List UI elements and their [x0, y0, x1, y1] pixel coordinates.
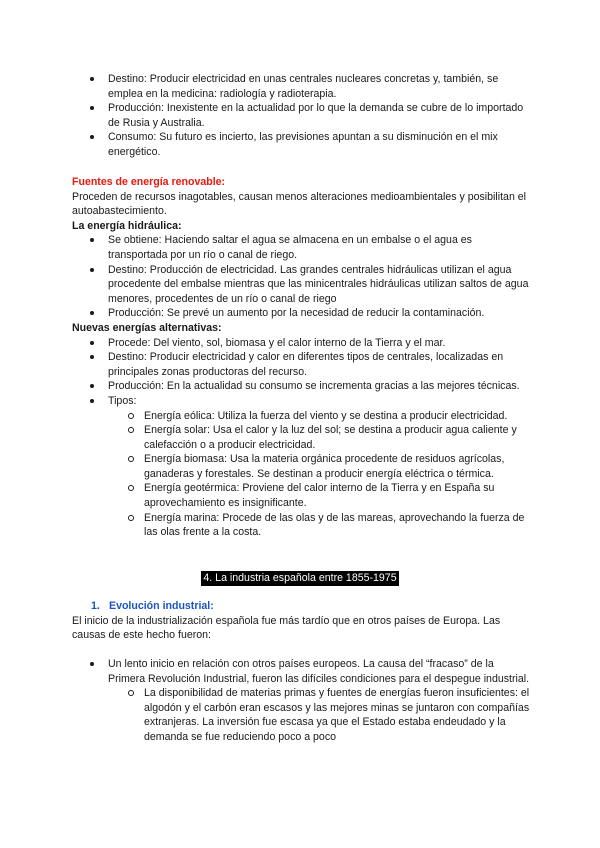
list-item: Producción: Inexistente en la actualidad por lo que la demanda se cubre de lo importado de Rusia y Australia.: [0, 101, 600, 130]
causes-list: [0, 657, 600, 745]
alternative-bullet-list: [0, 336, 600, 409]
list-item: Procede: Del viento, sol, biomasa y el calor interno de la Tierra y el mar.: [0, 336, 600, 351]
hydraulic-heading: La energía hidráulica:: [72, 219, 182, 232]
evolution-heading: [0, 599, 600, 614]
list-item: Se obtiene: Haciendo saltar el agua se almacena en un embalse o el agua es transportada por un río o canal de riego.: [0, 233, 600, 262]
sub-list-item: Energía eólica: Utiliza la fuerza del viento y se destina a producir electricidad.: [0, 409, 600, 424]
list-item: Producción: En la actualidad su consumo se incrementa gracias a las mejores técnicas.: [0, 379, 600, 394]
hydraulic-bullet-list: [0, 233, 600, 321]
sub-list-item: Energía geotérmica: Proviene del calor interno de la Tierra y en España su aprovechamiento es insignificante.: [0, 481, 600, 510]
list-item: Destino: Producir electricidad y calor en diferentes tipos de centrales, localizadas en principales zonas productoras del recurso.: [0, 350, 600, 379]
list-item: Consumo: Su futuro es incierto, las previsiones apuntan a su disminución en el mix energético.: [0, 130, 600, 159]
section-title-row: [0, 571, 600, 586]
renewable-section: [0, 175, 600, 540]
sub-list-item: Energía biomasa: Usa la materia orgánica procedente de residuos agrícolas, ganaderas y forestales. Se destinan a producir energía eléctrica o térmica.: [0, 452, 600, 481]
list-item: Un lento inicio en relación con otros países europeos. La causa del “fracaso” de la Primera Revolución Industrial, fueron las difíciles condiciones para el despegue industrial.: [0, 657, 600, 686]
evolution-number: 1.: [91, 600, 100, 612]
list-item: Destino: Producir electricidad en unas centrales nucleares concretas y, también, se emplea en la medicina: radiología y radioterapia.: [0, 72, 600, 101]
sub-list-item: Energía solar: Usa el calor y la luz del sol; se destina a producir agua caliente y calefacción o a producir electricidad.: [0, 423, 600, 452]
list-item: Producción: Se prevé un aumento por la necesidad de reducir la contaminación.: [0, 306, 600, 321]
evolution-intro: El inicio de la industrialización española fue más tardío que en otros países de Europa. Las causas de este hecho fueron:: [72, 614, 501, 642]
list-item: Tipos:: [0, 394, 600, 409]
list-item: Destino: Producción de electricidad. Las grandes centrales hidráulicas utilizan el agua procedente del embalse mientras que las minicentrales hidráulicas utilizan saltos de agua menores, procedentes de un río o canal de riego: [0, 263, 600, 307]
renewable-intro: Proceden de recursos inagotables, causan menos alteraciones medioambientales y posibilitan el autoabastecimiento.: [72, 190, 527, 218]
alternative-heading: Nuevas energías alternativas:: [72, 321, 222, 334]
energy-types-list: [0, 409, 600, 540]
evolution-heading-text: Evolución industrial:: [109, 600, 214, 612]
evolution-section: [0, 599, 600, 643]
sub-list-item: La disponibilidad de materias primas y fuentes de energías fueron insuficientes: el algodón y el carbón eran escasos y las mejores minas se juntaron con compañías extranjeras. La inversión fue escasa ya que el Estado estaba endeudado y la demanda se fue reduciendo poco a poco: [0, 686, 600, 744]
renewable-heading: Fuentes de energía renovable:: [72, 176, 226, 188]
sub-list-item: Energía marina: Procede de las olas y de las mareas, aprovechando la fuerza de las olas frente a la costa.: [0, 511, 600, 540]
nuclear-bullet-list: [0, 72, 600, 160]
section-title: 4. La industria española entre 1855-1975: [203, 572, 397, 584]
